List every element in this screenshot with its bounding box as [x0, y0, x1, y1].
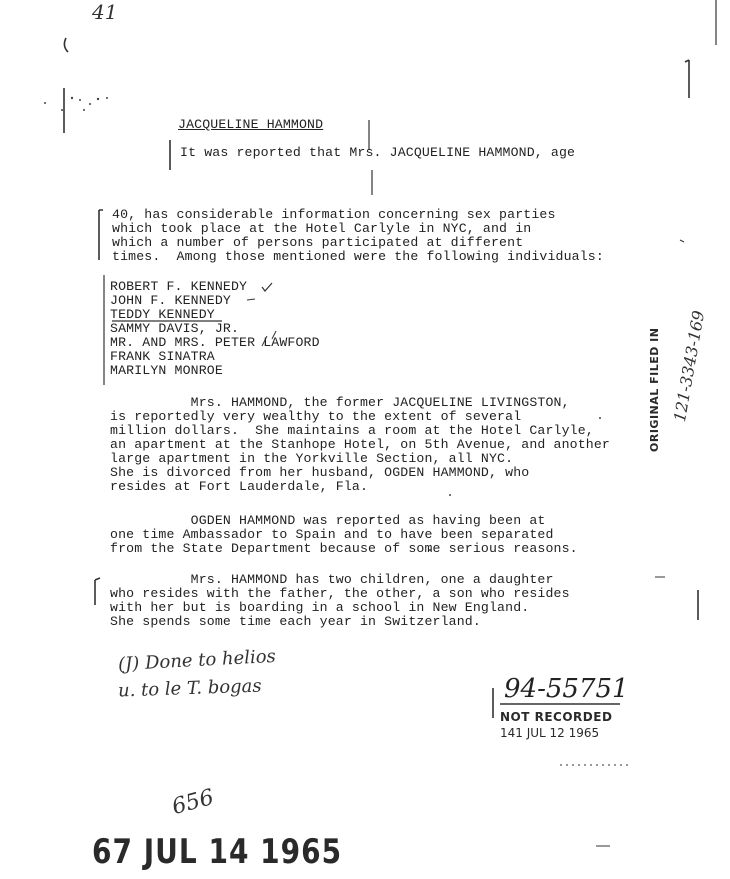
paragraph-line: times. Among those mentioned were the following individuals: [112, 249, 604, 264]
list-item: FRANK SINATRA [110, 349, 215, 364]
original-filed-in-stamp: ORIGINAL FILED IN [648, 327, 661, 452]
paragraph-line: who resides with the father, the other, a son who resides [110, 586, 570, 601]
handwritten-note-line-1: (J) Done to helios [117, 645, 277, 676]
list-item: MARILYN MONROE [110, 363, 223, 378]
paragraph-line: OGDEN HAMMOND was reported as having been at [110, 513, 546, 528]
paragraph-line: She spends some time each year in Switzerland. [110, 614, 481, 629]
document-heading: JACQUELINE HAMMOND [178, 117, 324, 132]
paragraph-line: with her but is boarding in a school in New England. [110, 600, 530, 615]
paragraph-line: an apartment at the Stanhope Hotel, on 5th Avenue, and another [110, 437, 610, 452]
intro-line: It was reported that Mrs. JACQUELINE HAMMOND, age [180, 145, 576, 160]
list-item: TEDDY KENNEDY [110, 307, 215, 322]
bottom-handwritten-number: 656 [169, 784, 217, 821]
list-item: ROBERT F. KENNEDY [110, 279, 248, 294]
top-handwritten-number: 41 [92, 0, 118, 24]
not-recorded-stamp: NOT RECORDED [500, 710, 613, 724]
handwritten-note-line-2: u. to le T. bogas [117, 675, 262, 702]
paragraph-line: million dollars. She maintains a room at the Hotel Carlyle, [110, 423, 594, 438]
paragraph-line: large apartment in the Yorkville Section, all NYC. [110, 451, 514, 466]
file-number-handwritten: 94-55751 [504, 674, 629, 704]
paragraph-line: which a number of persons participated at different [112, 235, 524, 250]
paragraph-line: Mrs. HAMMOND has two children, one a daughter [110, 572, 554, 587]
side-handwritten-file-number: 121-3343-169 [670, 309, 709, 424]
paragraph-line: 40, has considerable information concerning sex parties [112, 207, 556, 222]
list-item: SAMMY DAVIS, JR. [110, 321, 240, 336]
paragraph-line: from the State Department because of some serious reasons. [110, 541, 578, 556]
recorded-date-stamp: 141 JUL 12 1965 [500, 726, 600, 740]
paragraph-line: resides at Fort Lauderdale, Fla. [110, 479, 369, 494]
paragraph-line: She is divorced from her husband, OGDEN HAMMOND, who [110, 465, 530, 480]
paragraph-line: is reportedly very wealthy to the extent of several [110, 409, 522, 424]
paragraph-line: Mrs. HAMMOND, the former JACQUELINE LIVINGSTON, [110, 395, 570, 410]
paragraph-line: which took place at the Hotel Carlyle in NYC, and in [112, 221, 532, 236]
list-item: JOHN F. KENNEDY [110, 293, 231, 308]
list-item: MR. AND MRS. PETER LAWFORD [110, 335, 320, 350]
serial-date-stamp: 67 JUL 14 1965 [92, 832, 343, 872]
paragraph-line: one time Ambassador to Spain and to have been separated [110, 527, 554, 542]
